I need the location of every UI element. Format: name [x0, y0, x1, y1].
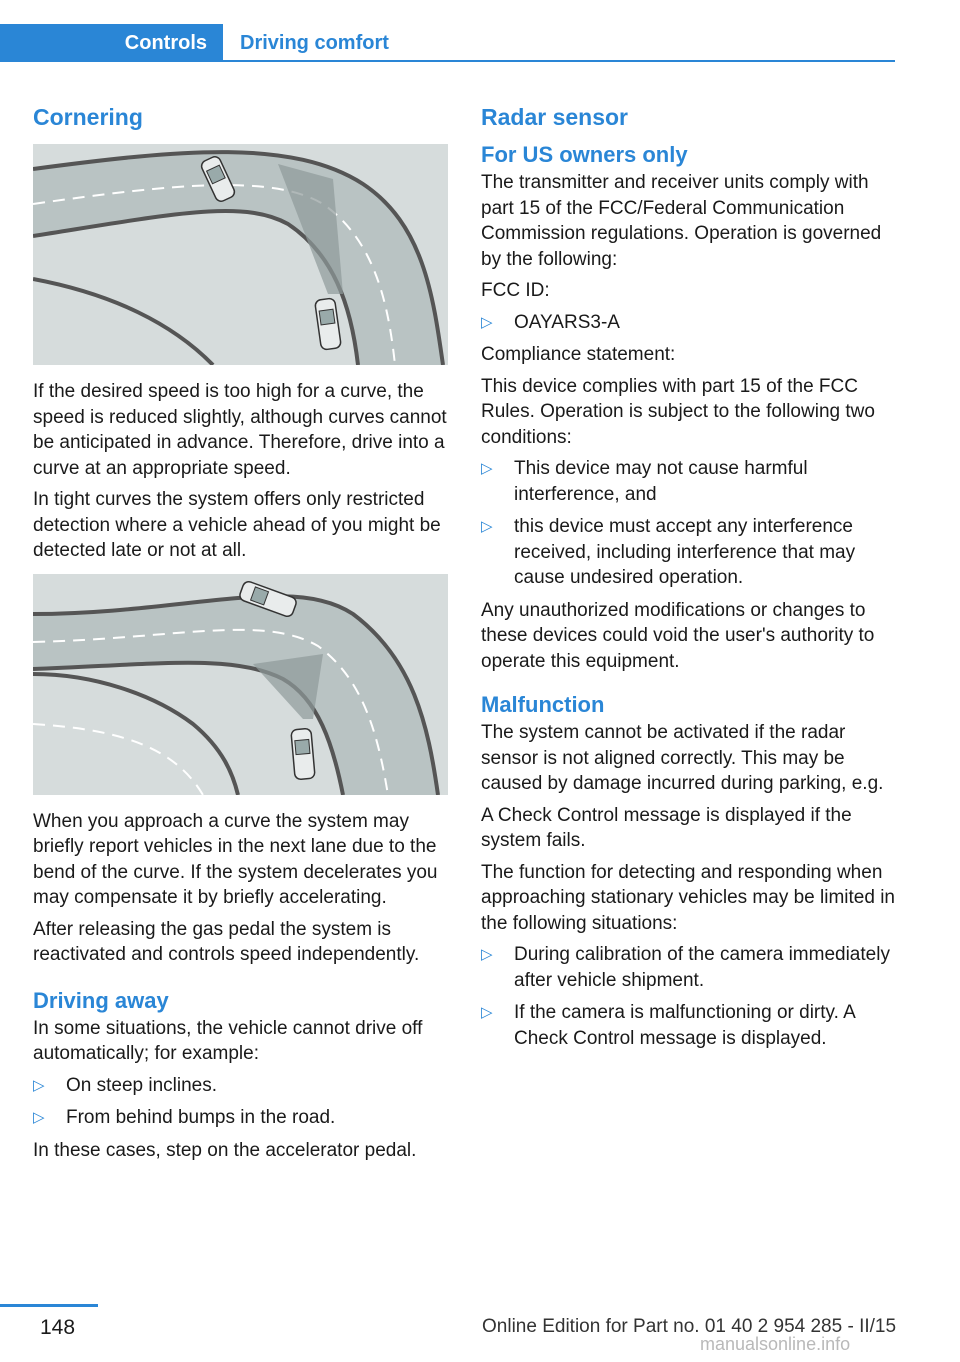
- list-item: [481, 456, 896, 507]
- list-item: [481, 310, 896, 336]
- conditions-list: [481, 456, 896, 591]
- driving-away-paragraph: In some situations, the vehicle cannot drive off automatically; for example:: [33, 1017, 423, 1064]
- heading-driving-away: Driving away: [33, 987, 169, 1013]
- header-rule: [223, 60, 895, 62]
- list-item-text: This device may not cause harmful interference, and: [514, 458, 808, 505]
- cornering-paragraph-1: If the desired speed is too high for a curve, the speed is reduced slightly, although curves cannot be anticipated in advance. Therefore, drive into a curve at an appropriate speed.: [33, 381, 447, 479]
- car-icon: [291, 728, 315, 780]
- watermark: manualsonline.info: [700, 1334, 851, 1354]
- heading-cornering: Cornering: [33, 104, 143, 130]
- list-item-text: On steep inclines.: [66, 1074, 218, 1096]
- fcc-id-list: [481, 310, 896, 336]
- heading-us-owners: For US owners only: [481, 142, 688, 167]
- triangle-right-icon: ▷: [481, 313, 493, 331]
- page-number: 148: [40, 1316, 76, 1339]
- list-item-text: OAYARS3-A: [514, 311, 620, 333]
- malfunction-paragraph-2: A Check Control message is displayed if the system fails.: [481, 804, 852, 851]
- malfunction-list: [481, 942, 896, 1051]
- list-item-text: this device must accept any interference received, including interference that may cause undesired operation.: [514, 516, 856, 588]
- tab-driving-comfort[interactable]: [240, 24, 389, 62]
- fcc-paragraph: The transmitter and receiver units comply with part 15 of the FCC/Federal Communication Commission regulations. Operation is governed by the following:: [481, 172, 882, 270]
- malfunction-paragraph-1: The system cannot be activated if the radar sensor is not aligned correctly. This may be caused by damage incurred during parking, e.g.: [481, 722, 884, 794]
- fcc-id-label: FCC ID:: [481, 280, 550, 301]
- list-item-text: During calibration of the camera immediately after vehicle shipment.: [514, 944, 890, 991]
- cornering-figure-1: [33, 144, 448, 365]
- tab-driving-comfort-label: Driving comfort: [240, 31, 389, 54]
- compliance-label: Compliance statement:: [481, 344, 676, 365]
- triangle-right-icon: ▷: [481, 946, 493, 963]
- edition-note: Online Edition for Part no. 01 40 2 954 285 - II/15: [482, 1316, 897, 1337]
- triangle-right-icon: ▷: [481, 518, 493, 535]
- left-column: [33, 100, 448, 1169]
- cornering-paragraph-4: After releasing the gas pedal the system is reactivated and controls speed independently.: [33, 918, 420, 965]
- triangle-right-icon: ▷: [481, 460, 493, 477]
- list-item-text: If the camera is malfunctioning or dirty. A Check Control message is displayed.: [514, 1002, 855, 1049]
- cornering-paragraph-3: When you approach a curve the system may briefly report vehicles in the next lane due to the bend of the curve. If the system decelerates you may compensate it by briefly accelerating.: [33, 810, 438, 908]
- compliance-paragraph: This device complies with part 15 of the FCC Rules. Operation is subject to the following two conditions:: [481, 375, 875, 448]
- list-item-text: From behind bumps in the road.: [66, 1107, 336, 1128]
- driving-away-note: In these cases, step on the accelerator pedal.: [33, 1139, 417, 1161]
- triangle-right-icon: ▷: [33, 1109, 45, 1126]
- cornering-figure-2: [33, 574, 448, 795]
- malfunction-paragraph-3: The function for detecting and responding when approaching stationary vehicles may be limited in the following situations:: [481, 861, 895, 934]
- modifications-paragraph: Any unauthorized modifications or changes to these devices could void the user's authority to operate this equipment.: [481, 599, 875, 672]
- cornering-paragraph-2: In tight curves the system offers only restricted detection where a vehicle ahead of you might be detected late or not at all.: [33, 489, 441, 561]
- list-item: [481, 514, 896, 591]
- list-item: [33, 1105, 448, 1131]
- triangle-right-icon: ▷: [481, 1004, 493, 1021]
- heading-malfunction: Malfunction: [481, 692, 605, 717]
- footer-rule: [0, 1304, 98, 1307]
- list-item: [481, 1000, 896, 1051]
- driving-away-list: [33, 1073, 448, 1131]
- heading-radar-sensor: Radar sensor: [481, 104, 629, 130]
- triangle-right-icon: ▷: [33, 1076, 45, 1094]
- tab-controls[interactable]: [0, 24, 223, 62]
- right-column: [481, 100, 896, 1058]
- tab-controls-label: Controls: [124, 31, 207, 54]
- list-item: [481, 942, 896, 993]
- list-item: [33, 1073, 448, 1099]
- page-header: [0, 24, 895, 62]
